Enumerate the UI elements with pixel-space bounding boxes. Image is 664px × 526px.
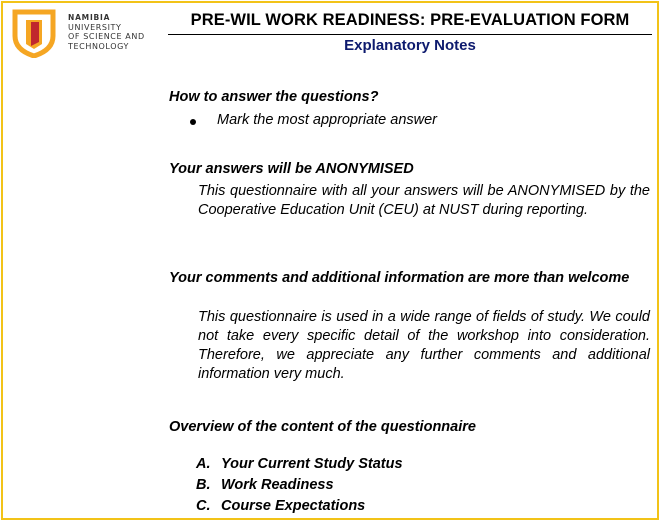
list-marker: C.: [196, 498, 211, 514]
logo-line-2: UNIVERSITY: [68, 22, 122, 32]
bullet-icon: [190, 119, 196, 125]
list-item-label: Work Readiness: [221, 477, 334, 493]
section-body-anonymised: This questionnaire with all your answers will be ANONYMISED by the Cooperative Education Unit (CEU) at NUST during reporting.: [198, 183, 650, 218]
list-marker: B.: [196, 477, 211, 493]
form-subtitle: Explanatory Notes: [344, 37, 476, 54]
section-heading-comments: Your comments and additional information are more than welcome: [169, 270, 630, 286]
logo-line-4: TECHNOLOGY: [68, 41, 129, 51]
list-item: [196, 475, 403, 496]
page-frame: [1, 1, 659, 520]
nust-shield-icon: [12, 8, 56, 58]
section-body-comments: This questionnaire is used in a wide range of fields of study. We could not take every specific detail of the workshop into consideration. Therefore, we appreciate any further comments and additional information very much.: [198, 309, 650, 382]
list-item: [196, 496, 403, 517]
list-item-label: Course Expectations: [221, 498, 366, 514]
form-title: PRE-WIL WORK READINESS: PRE-EVALUATION FORM: [190, 11, 630, 29]
nust-logo: [12, 8, 162, 58]
bullet-text: Mark the most appropriate answer: [217, 112, 438, 128]
logo-line-1: NAMIBIA: [68, 13, 111, 22]
list-marker: A.: [196, 456, 211, 472]
list-item-label: Your Current Study Status: [221, 456, 403, 472]
logo-line-3: OF SCIENCE AND: [68, 32, 145, 41]
section-heading-anonymised: Your answers will be ANONYMISED: [169, 161, 414, 177]
section-heading-overview: Overview of the content of the questionnaire: [169, 419, 476, 435]
title-divider: [168, 34, 652, 35]
list-item: [196, 454, 403, 475]
logo-wordmark: [68, 13, 145, 51]
section-heading-how-to: How to answer the questions?: [169, 89, 379, 105]
overview-list: [196, 454, 403, 517]
